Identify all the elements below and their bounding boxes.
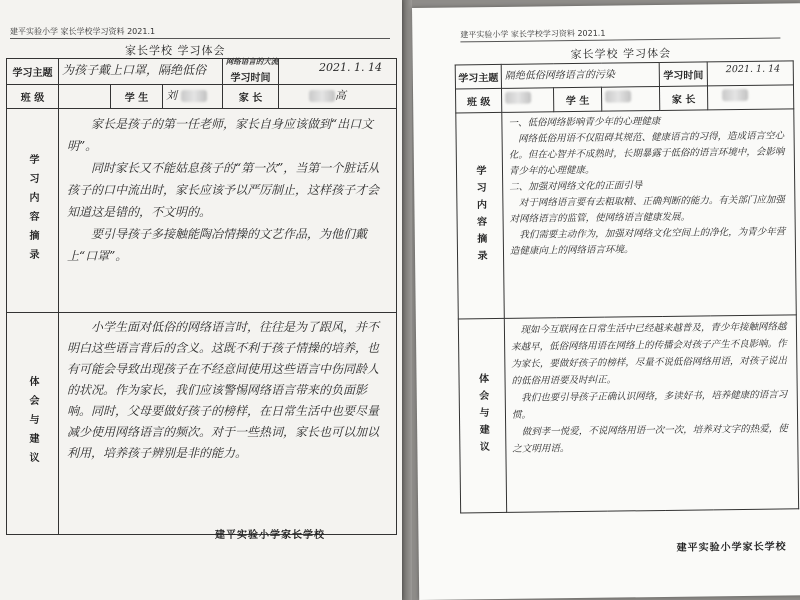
right-footer: 建平实验小学家长学校 [676,541,787,554]
r-content-line: 对于网络语言要有去粗取精、正确判断的能力。有关部门应加强对网络语言的监管，使网络语言健康发展。 [509,194,785,225]
right-header-text: 建平实验小学 家长学校学习资料 2021.1 [460,28,606,40]
page-gap [402,0,412,600]
r-redacted-student [605,90,631,102]
r-content-label-cell [456,112,505,319]
content-line: 要引导孩子多接触能陶冶情操的文艺作品，为他们戴上“口罩”。 [67,227,368,263]
right-header-line [460,26,780,43]
time-label: 学习时间 [230,73,271,84]
r-student-cell [601,86,659,111]
reflection-text [59,313,396,468]
r-topic-value: 隔绝低俗网络语言的污染 [504,69,615,82]
topic-cell [59,59,223,85]
content-text [59,109,396,271]
r-parent-cell [707,85,793,110]
r-time-cell [707,61,793,86]
r-time-value: 2021. 1. 14 [725,63,781,76]
reflection-line: 小学生面对低俗的网络语言时，往往是为了跟风，并不明白这些语言背后的含义。这既不利于孩子情操的培养，也有可能会导致出现孩子在不经意间使用这些语言中伤同龄人的状况。作为家长，我们应该警惕网络语言带来的负面影响。同时，父母要做好孩子的榜样，在日常生活中也要尽量减少使用网络语言的频次。对于一些热词，家长也可以加以利用，培养孩子辨别是非的能力。 [67,320,380,460]
redacted-name [181,90,207,102]
left-header-text: 建平实验小学 家长学校学习资料 2021.1 [10,27,156,36]
r-content-cell [502,109,796,319]
r-redacted-class [505,92,531,104]
r-content-text [502,109,795,263]
reflection-label-cell [7,313,59,535]
r-topic-label: 学习主题 [455,64,501,89]
r-reflection-cell [504,315,798,513]
topic-value: 为孩子戴上口罩 [62,63,147,77]
r-reflection-line: 做到孝一悦爱，不说网络用语一次一次，培养对文字的热爱，使之文明用语。 [512,423,788,455]
content-cell [59,109,397,313]
right-doc-title: 家长学校 学习体会 [570,46,672,62]
r-content-line: 我们需要主动作为，加强对网络文化空间上的净化，为青少年营造健康向上的网络语言环境。 [509,226,786,257]
student-cell [163,85,223,109]
r-content-line: 二、加强对网络文化的正面引导 [509,180,643,193]
reflection-cell [59,313,397,535]
topic-overwrite: 网络语言的大流 [225,57,279,66]
r-class-label: 班 级 [455,88,501,113]
content-label-cell [7,109,59,313]
r-reflection-text [505,315,798,461]
left-header-line [10,26,390,39]
class-label: 班 级 [7,85,59,109]
parent-cell [279,85,397,109]
r-reflection-line: 我们也要引导孩子正确认识网络，多读好书，培养健康的语言习惯。 [511,389,788,421]
student-value: 刘 [166,89,177,102]
r-parent-label: 家 长 [659,86,707,111]
topic-tail: ，隔绝低俗 [146,63,207,77]
r-topic-cell [501,62,659,88]
r-content-line: 网络低俗用语不仅阻碍其规范、健康语言的习得，造成语言空心化。但在心智并不成熟时，长期暴露于低俗的语言环境中，会影响青少年的心理健康。 [508,130,785,177]
r-class-cell [501,88,553,113]
r-time-label: 学习时间 [659,62,707,87]
r-content-label: 学习内容摘录 [473,164,487,267]
left-form-table [6,58,397,535]
left-doc-title: 家长学校 学习体会 [125,44,226,57]
time-cell [279,59,397,85]
r-redacted-parent [722,89,748,101]
right-form-table [455,60,799,513]
topic-label: 学习主题 [7,59,59,85]
content-line: 同时家长又不能姑息孩子的“第一次”，当第一个脏话从孩子的口中流出时，家长应该予以严厉制止，这样孩子才会知道这是错的，不文明的。 [67,161,380,219]
parent-label: 家 长 [223,85,279,109]
r-reflection-line: 现如今互联网在日常生活中已经越来越普及，青少年接触网络越来越早，低俗网络用语在网络上的传播会对孩子产生不良影响。作为家长，要做好孩子的榜样，尽量不说低俗网络用语，对孩子说出的低俗用语要及时纠正。 [511,321,787,387]
parent-value: 高 [335,89,346,102]
class-cell [59,85,111,109]
r-reflection-label: 体会与建议 [476,373,489,459]
r-reflection-label-cell [458,318,506,513]
right-form-sheet [412,3,800,600]
r-content-line: 一、低俗网络影响青少年的心理健康 [508,115,661,129]
redacted-parent [309,90,335,102]
r-student-label: 学 生 [553,87,601,112]
left-footer: 建平实验小学家长学校 [215,530,325,541]
time-label-cell [223,59,279,85]
time-value: 2021. 1. 14 [319,61,382,74]
student-label: 学 生 [111,85,163,109]
content-label: 学习内容摘录 [27,153,38,268]
reflection-label: 体会与建议 [27,376,38,471]
content-line: 家长是孩子的第一任老师，家长自身应该做到“出口文明”。 [67,117,374,153]
